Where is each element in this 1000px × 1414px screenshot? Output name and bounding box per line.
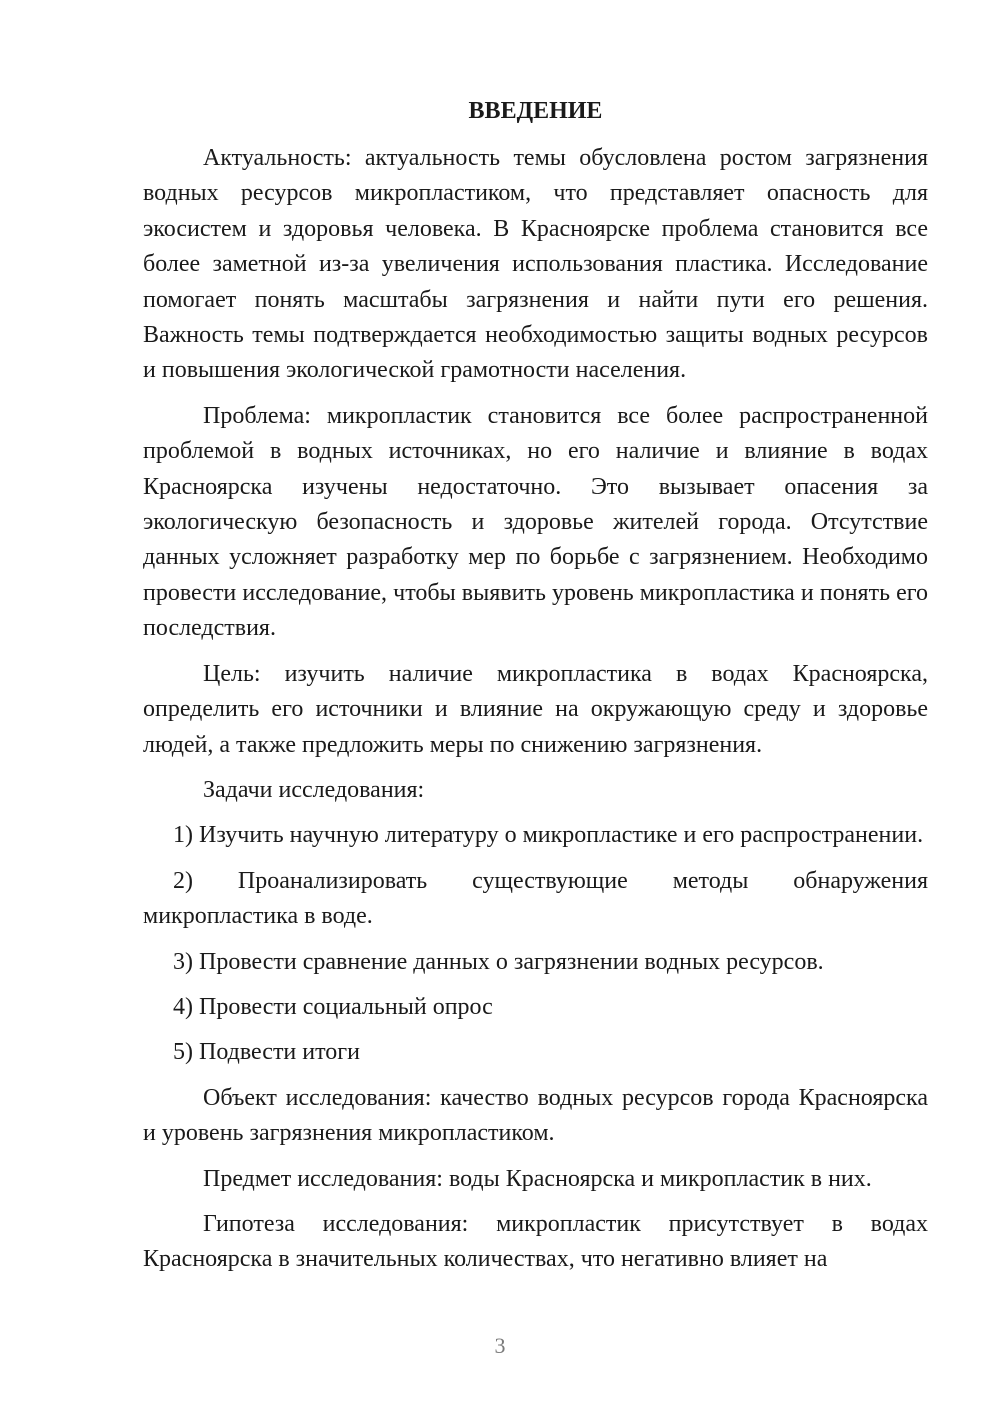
paragraph-hypothesis: Гипотеза исследования: микропластик присутствует в водах Красноярска в значительных количествах, что негативно влияет на xyxy=(143,1210,928,1273)
body-text xyxy=(143,141,928,1288)
task-item: 2) Проанализировать существующие методы обнаружения микропластика в воде. xyxy=(143,867,928,930)
task-item: 1) Изучить научную литературу о микропластике и его распространении. xyxy=(173,822,924,849)
task-item: 5) Подвести итоги xyxy=(173,1039,360,1066)
paragraph-problem: Проблема: микропластик становится все более распространенной проблемой в водных источниках, но его наличие и влияние в водах Красноярска изучены недостаточно. Это вызывает опасения за экологическую безопасность и здоровье жителей города. Отсутствие данных усложняет разработку мер по борьбе с загрязнением. Необходимо провести исследование, чтобы выявить уровень микропластика и понять его последствия. xyxy=(143,402,928,642)
paragraph-goal: Цель: изучить наличие микропластика в водах Красноярска, определить его источники и влияние на окружающую среду и здоровье людей, а также предложить меры по снижению загрязнения. xyxy=(143,660,928,758)
task-item: 3) Провести сравнение данных о загрязнении водных ресурсов. xyxy=(173,948,824,975)
paragraph-subject: Предмет исследования: воды Красноярска и микропластик в них. xyxy=(203,1165,872,1192)
paragraph-tasks-heading: Задачи исследования: xyxy=(203,776,425,803)
paragraph-object: Объект исследования: качество водных ресурсов города Красноярска и уровень загрязнения микропластиком. xyxy=(143,1084,928,1147)
section-title: ВВЕДЕНИЕ xyxy=(468,98,603,124)
paragraph-relevance: Актуальность: актуальность темы обусловлена ростом загрязнения водных ресурсов микропластиком, что представляет опасность для экосистем и здоровья человека. В Красноярске проблема становится все более заметной из-за увеличения использования пластика. Исследование помогает понять масштабы загрязнения и найти пути его решения. Важность темы подтверждается необходимостью защиты водных ресурсов и повышения экологической грамотности населения. xyxy=(143,145,928,384)
task-item: 4) Провести социальный опрос xyxy=(173,993,493,1020)
page-number: 3 xyxy=(494,1333,506,1358)
